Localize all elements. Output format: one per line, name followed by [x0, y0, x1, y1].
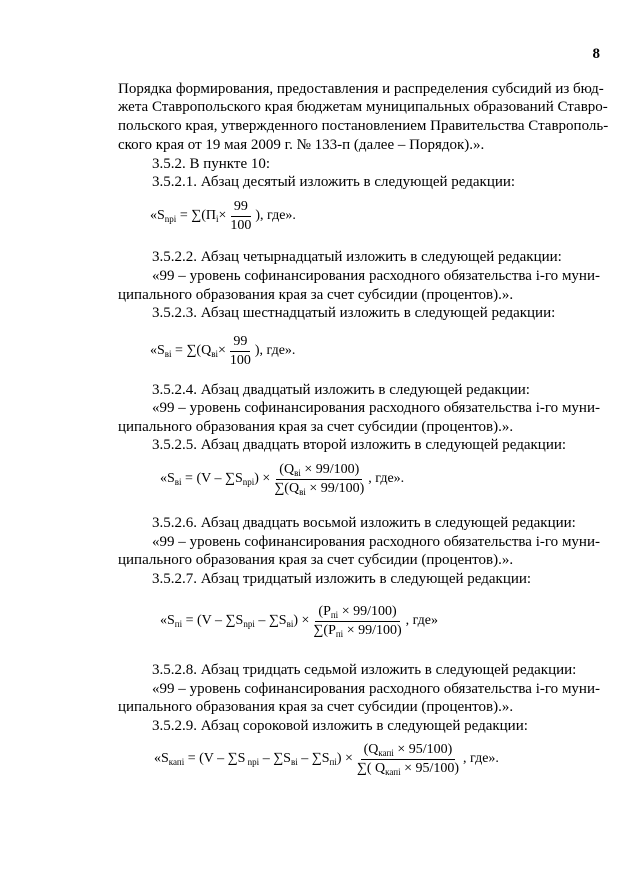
- formula-4-tail: , где»: [405, 613, 439, 628]
- formula-5-lhs: «$S_{капi} = (V - \sum S$ $_{nрi} - \sum S_{вi} - \sum S_{пi}$) ×: [154, 751, 353, 767]
- formula-2-lhs: «$S_{вi} = \sum(Q_{вi}\times$: [150, 343, 226, 359]
- intro-line-2: жета Ставропольского края бюджетам муниципальных образований Ставро-: [118, 99, 608, 115]
- quote-1-line-2: ципального образования края за счет субсидии (процентов).».: [118, 287, 514, 303]
- item-3-5-2-8: 3.5.2.8. Абзац тридцать седьмой изложить в следующей редакции:: [152, 662, 577, 678]
- formula-5-tail: , где».: [463, 751, 499, 766]
- quote-4-line-1: «99 – уровень софинансирования расходного обязательства i-го муни-: [152, 681, 600, 697]
- intro-line-1: Порядка формирования, предоставления и распределения субсидий из бюд-: [118, 81, 604, 97]
- formula-1-lhs: «$S_{nрi} = \sum(П_i\times$: [150, 208, 227, 224]
- formula-3: [160, 459, 404, 499]
- formula-1-denominator: 100: [230, 217, 252, 233]
- item-3-5-2-7: 3.5.2.7. Абзац тридцатый изложить в следующей редакции:: [152, 571, 532, 587]
- formula-2-fraction: [227, 334, 254, 369]
- formula-1-tail: ), где».: [255, 208, 296, 223]
- quote-1-line-1: «99 – уровень софинансирования расходного обязательства i-го муни-: [152, 268, 600, 284]
- item-3-5-2-6: 3.5.2.6. Абзац двадцать восьмой изложить в следующей редакции:: [152, 515, 576, 531]
- item-3-5-2-3: 3.5.2.3. Абзац шестнадцатый изложить в следующей редакции:: [152, 305, 556, 321]
- quote-2-line-2: ципального образования края за счет субсидии (процентов).».: [118, 419, 514, 435]
- formula-3-tail: , где».: [368, 471, 405, 486]
- formula-1: [150, 196, 296, 236]
- formula-1-numerator: 99: [231, 199, 251, 217]
- item-3-5-2-5: 3.5.2.5. Абзац двадцать второй изложить в следующей редакции:: [152, 437, 567, 453]
- formula-3-numerator: $(Q_{вi} \times 99/100)$: [276, 462, 362, 480]
- formula-5-numerator: $(Q_{капi} \times 95/100)$: [361, 742, 456, 760]
- intro-line-3: польского края, утвержденного постановлением Правительства Ставрополь-: [118, 118, 609, 134]
- formula-5: [154, 737, 499, 781]
- formula-4-denominator: $\sum(P_{пi} \times 99/100)$: [313, 622, 402, 639]
- formula-4-lhs: «$S_{пi} = (V - \sum S_{nрi} - \sum S_{вi})$ ×: [160, 613, 310, 629]
- formula-3-lhs: «$S_{вi} = (V - \sum S_{nрi})$ ×: [160, 471, 271, 487]
- formula-2: [150, 331, 295, 371]
- formula-3-denominator: $\sum(Q_{вi} \times 99/100)$: [274, 480, 365, 497]
- formula-2-denominator: 100: [229, 352, 251, 368]
- formula-2-numerator: 99: [230, 334, 250, 352]
- formula-1-fraction: [227, 199, 254, 234]
- formula-4-numerator: $(P_{пi} \times 99/100)$: [315, 604, 399, 622]
- item-3-5-2: 3.5.2. В пункте 10:: [152, 156, 271, 172]
- item-3-5-2-4: 3.5.2.4. Абзац двадцатый изложить в следующей редакции:: [152, 382, 530, 398]
- formula-4: [160, 601, 438, 641]
- item-3-5-2-1: 3.5.2.1. Абзац десятый изложить в следующей редакции:: [152, 174, 516, 190]
- quote-2-line-1: «99 – уровень софинансирования расходного обязательства i-го муни-: [152, 400, 600, 416]
- quote-4-line-2: ципального образования края за счет субсидии (процентов).».: [118, 699, 514, 715]
- item-3-5-2-2: 3.5.2.2. Абзац четырнадцатый изложить в следующей редакции:: [152, 249, 562, 265]
- item-3-5-2-9: 3.5.2.9. Абзац сороковой изложить в следующей редакции:: [152, 718, 528, 734]
- formula-5-fraction: [354, 742, 462, 777]
- formula-2-tail: ), где».: [254, 343, 296, 358]
- formula-5-denominator: ∑( $Q_{капi} \times 95/100$): [356, 760, 460, 777]
- quote-3-line-2: ципального образования края за счет субсидии (процентов).».: [118, 552, 514, 568]
- intro-line-4: ского края от 19 мая 2009 г. № 133-п (далее – Порядок).».: [118, 137, 485, 153]
- quote-3-line-1: «99 – уровень софинансирования расходного обязательства i-го муни-: [152, 534, 600, 550]
- page-number: 8: [592, 46, 600, 62]
- formula-3-fraction: [271, 462, 367, 497]
- formula-4-fraction: [310, 604, 404, 639]
